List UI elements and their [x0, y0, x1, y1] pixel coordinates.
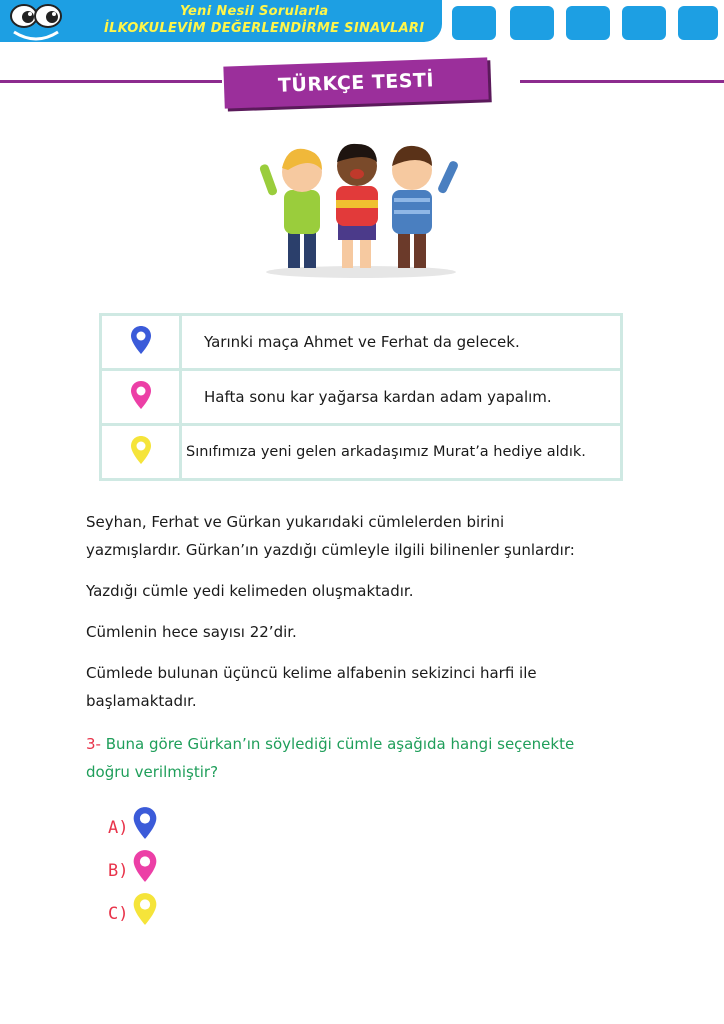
clue-text: Cümlenin hece sayısı 22’dir. [86, 623, 297, 641]
page-title-box [223, 57, 488, 108]
yellow-location-pin-icon [132, 892, 158, 926]
question-line [86, 730, 574, 758]
answer-option-b[interactable] [108, 849, 168, 889]
intro-line: Seyhan, Ferhat ve Gürkan yukarıdaki cümlelerden birini [86, 513, 505, 531]
title-rule-left [0, 80, 222, 83]
pin-cell [101, 425, 181, 480]
clue-text: Cümlede bulunan üçüncü kelime alfabenin sekizinci harfi ile [86, 664, 537, 682]
header-tile [510, 6, 554, 40]
question-text: doğru verilmiştir? [86, 763, 219, 781]
table-row [101, 315, 622, 370]
clue-text: Yazdığı cümle yedi kelimeden oluşmaktadır. [86, 582, 414, 600]
title-rule-right [520, 80, 724, 83]
pink-location-pin-icon [132, 849, 158, 883]
pin-cell [101, 315, 181, 370]
mascot-eyes-icon [4, 2, 66, 42]
answer-option-c[interactable] [108, 892, 168, 932]
yellow-location-pin-icon [130, 435, 152, 465]
header-tile [678, 6, 718, 40]
table-row [101, 370, 622, 425]
header-tile [566, 6, 610, 40]
banner-subtitle: Yeni Nesil Sorularla [180, 4, 329, 19]
option-sentence: Hafta sonu kar yağarsa kardan adam yapalım. [181, 370, 622, 425]
pin-cell [101, 370, 181, 425]
header-tile [452, 6, 496, 40]
banner-title: İLKOKULEVİM DEĞERLENDİRME SINAVLARI [104, 21, 425, 36]
header-banner [0, 0, 442, 42]
page-title: TÜRKÇE TESTİ [277, 69, 435, 97]
blue-location-pin-icon [132, 806, 158, 840]
option-sentence: Sınıfımıza yeni gelen arkadaşımız Murat’a hediye aldık. [181, 425, 622, 480]
question-number: 3- [86, 735, 101, 753]
answer-letter: A) [108, 818, 129, 838]
option-sentence: Yarınki maça Ahmet ve Ferhat da gelecek. [181, 315, 622, 370]
table-row [101, 425, 622, 480]
blue-location-pin-icon [130, 325, 152, 355]
header-tile [622, 6, 666, 40]
three-kids-illustration [258, 130, 464, 280]
intro-line: yazmışlardır. Gürkan’ın yazdığı cümleyle ilgili bilinenler şunlardır: [86, 541, 575, 559]
answer-letter: B) [108, 861, 129, 881]
answer-option-a[interactable] [108, 806, 168, 846]
sentence-options-table [99, 313, 623, 481]
answer-letter: C) [108, 904, 129, 924]
clue-text: başlamaktadır. [86, 692, 197, 710]
pink-location-pin-icon [130, 380, 152, 410]
question-text: Buna göre Gürkan’ın söylediği cümle aşağıda hangi seçenekte [100, 735, 575, 753]
